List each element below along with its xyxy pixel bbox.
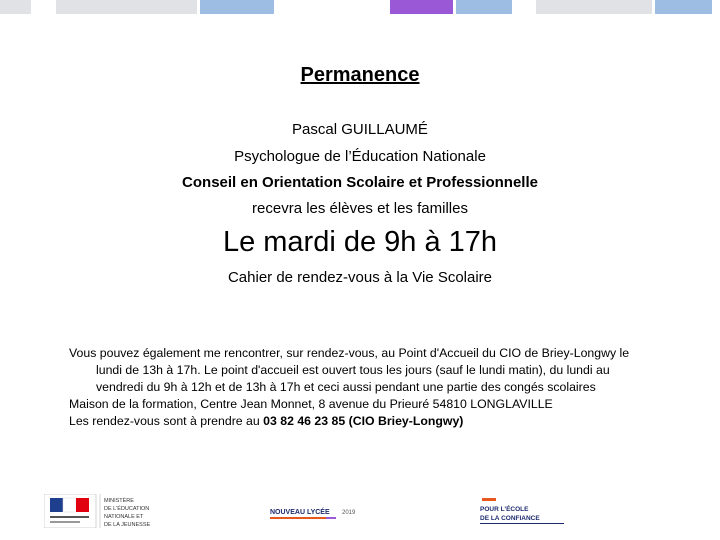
ecole-logo-line: POUR L'ÉCOLE [480,506,529,513]
band-segment [456,0,512,14]
ministry-line: DE L'ÉDUCATION [104,506,150,512]
ministry-logo [44,494,154,528]
ministry-line: MINISTÈRE [104,498,134,504]
nouveau-lycee-logo [268,503,363,523]
band-segment [390,0,453,14]
lycee-logo-year: 2019 [342,510,356,516]
ministry-line: NATIONALE ET [104,514,144,520]
booking-line: Cahier de rendez-vous à la Vie Scolaire [227,269,493,286]
info-address: Maison de la formation, Centre Jean Monnet, 8 avenue du Prieuré 54810 LONGLAVILLE [69,397,553,411]
person-role: Psychologue de l’Éducation Nationale [234,148,486,165]
band-segment [536,0,652,14]
ecole-logo-line: DE LA CONFIANCE [480,515,540,522]
service-name: Conseil en Orientation Scolaire et Professionnelle [182,174,538,191]
info-paragraph-cio: Vous pouvez également me rencontrer, sur rendez-vous, au Point d'Accueil du CIO de Briey-Longwy le lundi de 13h à 17h. Le point d'accueil est ouvert tous les jours (sauf le lundi matin), du lundi au vendredi du 9h à 12h et de 13h à 17h et ceci aussi pendant une partie des congés scolaires [69,346,630,394]
band-segment [56,0,197,14]
info-block [69,345,654,430]
ecole-confiance-logo [474,497,569,527]
audience-line: recevra les élèves et les familles [252,200,468,217]
phone-number: 03 82 46 23 85 (CIO Briey-Longwy) [263,414,464,428]
schedule-headline: Le mardi de 9h à 17h [222,226,498,258]
info-appointment [69,413,654,430]
person-name: Pascal GUILLAUMÉ [292,121,428,138]
band-segment [0,0,31,14]
band-segment [655,0,712,14]
lycee-logo-text: NOUVEAU LYCÉE [270,509,330,516]
ministry-line: DE LA JEUNESSE [104,522,151,528]
page-title: Permanence [300,64,420,86]
top-color-band [0,0,720,14]
band-segment [200,0,274,14]
appointment-text: Les rendez-vous sont à prendre au [69,414,264,428]
